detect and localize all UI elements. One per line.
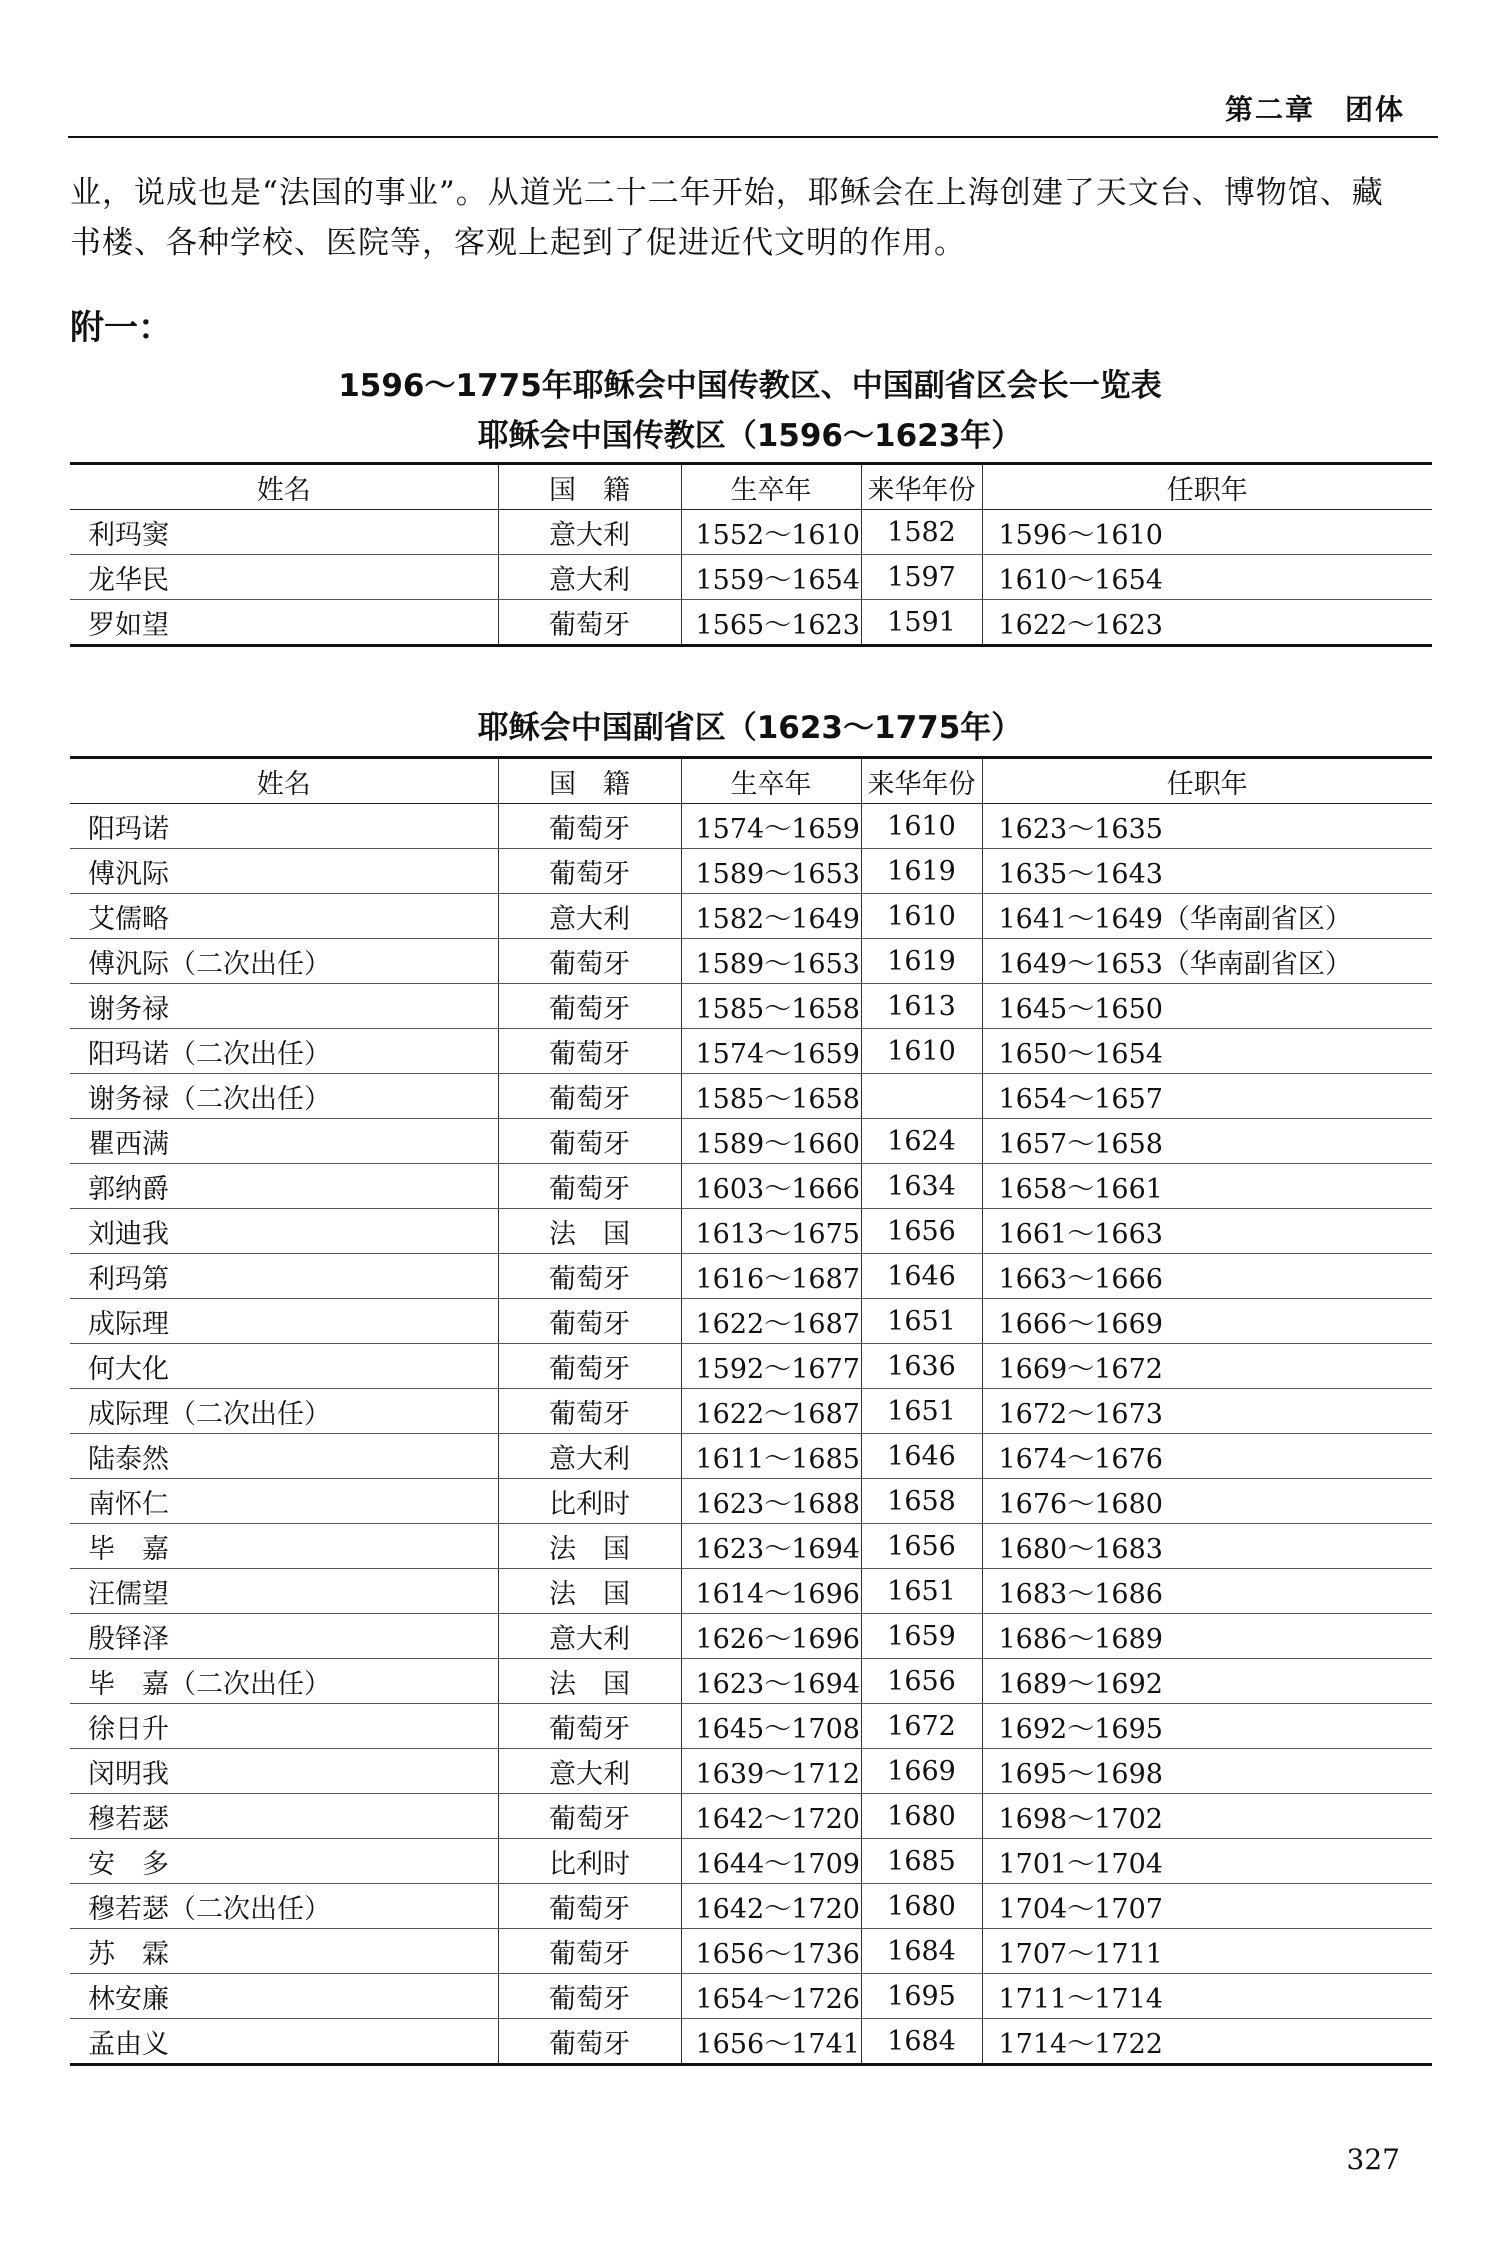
cell-name: 阳玛诺（二次出任） (70, 1029, 498, 1074)
table-row (70, 1524, 1432, 1569)
cell-tenure: 1645～1650 (982, 984, 1432, 1029)
cell-tenure: 1704～1707 (982, 1884, 1432, 1929)
cell-arrival: 1582 (861, 510, 982, 555)
cell-name: 安 多 (70, 1839, 498, 1884)
cell-tenure: 1714～1722 (982, 2019, 1432, 2065)
cell-tenure: 1701～1704 (982, 1839, 1432, 1884)
cell-tenure: 1610～1654 (982, 555, 1432, 600)
cell-tenure: 1672～1673 (982, 1389, 1432, 1434)
table-row (70, 1254, 1432, 1299)
table1-title: 耶稣会中国传教区（1596～1623年） (477, 418, 1023, 454)
cell-lifespan: 1582～1649 (681, 894, 861, 939)
cell-nationality: 葡萄牙 (498, 1119, 681, 1164)
cell-lifespan: 1574～1659 (681, 1029, 861, 1074)
table-row (70, 1839, 1432, 1884)
table-row (70, 1389, 1432, 1434)
cell-nationality: 意大利 (498, 1434, 681, 1479)
cell-lifespan: 1559～1654 (681, 555, 861, 600)
table-row (70, 1119, 1432, 1164)
cell-lifespan: 1622～1687 (681, 1389, 861, 1434)
cell-nationality: 意大利 (498, 555, 681, 600)
cell-nationality: 葡萄牙 (498, 804, 681, 849)
table-row (70, 1749, 1432, 1794)
cell-tenure: 1686～1689 (982, 1614, 1432, 1659)
table-row (70, 1164, 1432, 1209)
cell-name: 苏 霖 (70, 1929, 498, 1974)
table-row (70, 1029, 1432, 1074)
table-row (70, 1929, 1432, 1974)
cell-name: 殷铎泽 (70, 1614, 498, 1659)
table-row (70, 1074, 1432, 1119)
cell-name: 郭纳爵 (70, 1164, 498, 1209)
table-row (70, 1569, 1432, 1614)
cell-name: 何大化 (70, 1344, 498, 1389)
cell-name: 瞿西满 (70, 1119, 498, 1164)
cell-lifespan: 1589～1660 (681, 1119, 861, 1164)
cell-tenure: 1666～1669 (982, 1299, 1432, 1344)
cell-nationality: 意大利 (498, 1749, 681, 1794)
cell-lifespan: 1592～1677 (681, 1344, 861, 1389)
cell-tenure: 1622～1623 (982, 600, 1432, 646)
cell-lifespan: 1622～1687 (681, 1299, 861, 1344)
cell-lifespan: 1565～1623 (681, 600, 861, 646)
cell-nationality: 法 国 (498, 1524, 681, 1569)
cell-nationality: 葡萄牙 (498, 849, 681, 894)
cell-tenure: 1680～1683 (982, 1524, 1432, 1569)
header-name: 姓名 (70, 758, 498, 804)
cell-arrival: 1680 (861, 1884, 982, 1929)
cell-arrival: 1610 (861, 894, 982, 939)
cell-tenure: 1650～1654 (982, 1029, 1432, 1074)
cell-lifespan: 1623～1694 (681, 1524, 861, 1569)
cell-arrival: 1619 (861, 849, 982, 894)
cell-name: 利玛窦 (70, 510, 498, 555)
cell-arrival: 1684 (861, 1929, 982, 1974)
body-paragraph (70, 168, 1440, 268)
table-row (70, 1974, 1432, 2019)
cell-name: 阳玛诺 (70, 804, 498, 849)
cell-nationality: 意大利 (498, 1614, 681, 1659)
header-name: 姓名 (70, 464, 498, 510)
cell-tenure: 1669～1672 (982, 1344, 1432, 1389)
table2-header-row (70, 758, 1432, 804)
cell-nationality: 葡萄牙 (498, 939, 681, 984)
cell-nationality: 葡萄牙 (498, 1974, 681, 2019)
cell-tenure: 1683～1686 (982, 1569, 1432, 1614)
cell-tenure: 1641～1649（华南副省区） (982, 894, 1432, 939)
table-row (70, 1614, 1432, 1659)
cell-name: 利玛第 (70, 1254, 498, 1299)
cell-arrival: 1685 (861, 1839, 982, 1884)
cell-lifespan: 1623～1688 (681, 1479, 861, 1524)
cell-lifespan: 1552～1610 (681, 510, 861, 555)
cell-name: 傅汎际 (70, 849, 498, 894)
cell-name: 毕 嘉 (70, 1524, 498, 1569)
cell-tenure: 1658～1661 (982, 1164, 1432, 1209)
cell-arrival: 1672 (861, 1704, 982, 1749)
cell-tenure: 1663～1666 (982, 1254, 1432, 1299)
cell-lifespan: 1642～1720 (681, 1884, 861, 1929)
cell-nationality: 葡萄牙 (498, 1884, 681, 1929)
cell-name: 穆若瑟 (70, 1794, 498, 1839)
cell-tenure: 1711～1714 (982, 1974, 1432, 2019)
cell-arrival: 1695 (861, 1974, 982, 2019)
header-nationality: 国 籍 (498, 464, 681, 510)
cell-arrival: 1669 (861, 1749, 982, 1794)
running-head: 第二章 团体 (1224, 93, 1405, 126)
cell-lifespan: 1614～1696 (681, 1569, 861, 1614)
cell-lifespan: 1645～1708 (681, 1704, 861, 1749)
cell-tenure: 1695～1698 (982, 1749, 1432, 1794)
cell-arrival: 1658 (861, 1479, 982, 1524)
cell-lifespan: 1611～1685 (681, 1434, 861, 1479)
cell-lifespan: 1613～1675 (681, 1209, 861, 1254)
table-row (70, 1299, 1432, 1344)
cell-nationality: 意大利 (498, 894, 681, 939)
cell-name: 孟由义 (70, 2019, 498, 2065)
cell-nationality: 葡萄牙 (498, 1704, 681, 1749)
cell-lifespan: 1616～1687 (681, 1254, 861, 1299)
cell-lifespan: 1589～1653 (681, 939, 861, 984)
cell-name: 南怀仁 (70, 1479, 498, 1524)
table-row (70, 894, 1432, 939)
cell-nationality: 法 国 (498, 1209, 681, 1254)
cell-name: 罗如望 (70, 600, 498, 646)
cell-tenure: 1596～1610 (982, 510, 1432, 555)
table-row (70, 1794, 1432, 1839)
cell-nationality: 葡萄牙 (498, 1389, 681, 1434)
cell-arrival (861, 1074, 982, 1119)
cell-nationality: 葡萄牙 (498, 1929, 681, 1974)
header-tenure: 任职年 (982, 464, 1432, 510)
cell-name: 谢务禄 (70, 984, 498, 1029)
table2-title: 耶稣会中国副省区（1623～1775年） (477, 710, 1023, 746)
cell-tenure: 1635～1643 (982, 849, 1432, 894)
cell-arrival: 1646 (861, 1434, 982, 1479)
cell-arrival: 1624 (861, 1119, 982, 1164)
body-line: 书楼、各种学校、医院等，客观上起到了促进近代文明的作用。 (70, 225, 966, 261)
cell-lifespan: 1603～1666 (681, 1164, 861, 1209)
main-title: 1596～1775年耶稣会中国传教区、中国副省区会长一览表 (338, 368, 1162, 404)
cell-nationality: 意大利 (498, 510, 681, 555)
cell-arrival: 1651 (861, 1389, 982, 1434)
cell-arrival: 1610 (861, 804, 982, 849)
cell-nationality: 葡萄牙 (498, 2019, 681, 2065)
cell-nationality: 葡萄牙 (498, 1344, 681, 1389)
cell-tenure: 1661～1663 (982, 1209, 1432, 1254)
table-row (70, 510, 1432, 555)
cell-lifespan: 1642～1720 (681, 1794, 861, 1839)
header-arrival: 来华年份 (861, 758, 982, 804)
cell-nationality: 葡萄牙 (498, 1794, 681, 1839)
header-lifespan: 生卒年 (681, 464, 861, 510)
cell-name: 毕 嘉（二次出任） (70, 1659, 498, 1704)
cell-arrival: 1656 (861, 1659, 982, 1704)
cell-name: 成际理 (70, 1299, 498, 1344)
table-row (70, 984, 1432, 1029)
cell-lifespan: 1644～1709 (681, 1839, 861, 1884)
cell-nationality: 葡萄牙 (498, 1254, 681, 1299)
cell-name: 汪儒望 (70, 1569, 498, 1614)
table-row (70, 1659, 1432, 1704)
cell-lifespan: 1574～1659 (681, 804, 861, 849)
cell-arrival: 1634 (861, 1164, 982, 1209)
table-row (70, 2019, 1432, 2065)
cell-arrival: 1636 (861, 1344, 982, 1389)
table1 (70, 462, 1432, 647)
cell-tenure: 1654～1657 (982, 1074, 1432, 1119)
cell-tenure: 1676～1680 (982, 1479, 1432, 1524)
cell-tenure: 1649～1653（华南副省区） (982, 939, 1432, 984)
cell-arrival: 1619 (861, 939, 982, 984)
cell-nationality: 葡萄牙 (498, 1164, 681, 1209)
cell-tenure: 1692～1695 (982, 1704, 1432, 1749)
cell-lifespan: 1585～1658 (681, 984, 861, 1029)
cell-name: 陆泰然 (70, 1434, 498, 1479)
table-row (70, 1344, 1432, 1389)
cell-tenure: 1674～1676 (982, 1434, 1432, 1479)
cell-arrival: 1591 (861, 600, 982, 646)
cell-lifespan: 1589～1653 (681, 849, 861, 894)
table2 (70, 756, 1432, 2066)
cell-name: 龙华民 (70, 555, 498, 600)
cell-tenure: 1707～1711 (982, 1929, 1432, 1974)
cell-nationality: 葡萄牙 (498, 1029, 681, 1074)
table-row (70, 1434, 1432, 1479)
cell-arrival: 1646 (861, 1254, 982, 1299)
cell-arrival: 1651 (861, 1569, 982, 1614)
cell-nationality: 葡萄牙 (498, 984, 681, 1029)
cell-arrival: 1684 (861, 2019, 982, 2065)
page-number: 327 (1346, 2143, 1400, 2176)
header-lifespan: 生卒年 (681, 758, 861, 804)
table-row (70, 600, 1432, 646)
cell-nationality: 葡萄牙 (498, 600, 681, 646)
cell-arrival: 1651 (861, 1299, 982, 1344)
cell-name: 林安廉 (70, 1974, 498, 2019)
table-row (70, 849, 1432, 894)
header-tenure: 任职年 (982, 758, 1432, 804)
cell-arrival: 1659 (861, 1614, 982, 1659)
cell-name: 成际理（二次出任） (70, 1389, 498, 1434)
table-row (70, 1704, 1432, 1749)
cell-name: 刘迪我 (70, 1209, 498, 1254)
cell-lifespan: 1623～1694 (681, 1659, 861, 1704)
header-arrival: 来华年份 (861, 464, 982, 510)
cell-nationality: 葡萄牙 (498, 1074, 681, 1119)
cell-name: 徐日升 (70, 1704, 498, 1749)
cell-arrival: 1680 (861, 1794, 982, 1839)
cell-name: 艾儒略 (70, 894, 498, 939)
cell-nationality: 葡萄牙 (498, 1299, 681, 1344)
cell-lifespan: 1585～1658 (681, 1074, 861, 1119)
cell-arrival: 1610 (861, 1029, 982, 1074)
body-line: 业，说成也是“法国的事业”。从道光二十二年开始，耶稣会在上海创建了天文台、博物馆、藏 (70, 175, 1384, 211)
cell-lifespan: 1639～1712 (681, 1749, 861, 1794)
header-rule (68, 136, 1438, 138)
cell-name: 闵明我 (70, 1749, 498, 1794)
cell-arrival: 1656 (861, 1524, 982, 1569)
cell-lifespan: 1656～1736 (681, 1929, 861, 1974)
table-row (70, 1479, 1432, 1524)
table-row (70, 1884, 1432, 1929)
cell-nationality: 法 国 (498, 1659, 681, 1704)
cell-name: 穆若瑟（二次出任） (70, 1884, 498, 1929)
cell-tenure: 1689～1692 (982, 1659, 1432, 1704)
cell-tenure: 1623～1635 (982, 804, 1432, 849)
cell-name: 谢务禄（二次出任） (70, 1074, 498, 1119)
cell-tenure: 1657～1658 (982, 1119, 1432, 1164)
cell-arrival: 1597 (861, 555, 982, 600)
cell-name: 傅汎际（二次出任） (70, 939, 498, 984)
cell-lifespan: 1656～1741 (681, 2019, 861, 2065)
table1-header-row (70, 464, 1432, 510)
appendix-label: 附一： (70, 308, 172, 348)
cell-nationality: 比利时 (498, 1839, 681, 1884)
cell-lifespan: 1626～1696 (681, 1614, 861, 1659)
cell-tenure: 1698～1702 (982, 1794, 1432, 1839)
cell-nationality: 法 国 (498, 1569, 681, 1614)
cell-arrival: 1613 (861, 984, 982, 1029)
header-nationality: 国 籍 (498, 758, 681, 804)
cell-nationality: 比利时 (498, 1479, 681, 1524)
table-row (70, 1209, 1432, 1254)
cell-lifespan: 1654～1726 (681, 1974, 861, 2019)
table-row (70, 804, 1432, 849)
table-row (70, 555, 1432, 600)
cell-arrival: 1656 (861, 1209, 982, 1254)
table-row (70, 939, 1432, 984)
